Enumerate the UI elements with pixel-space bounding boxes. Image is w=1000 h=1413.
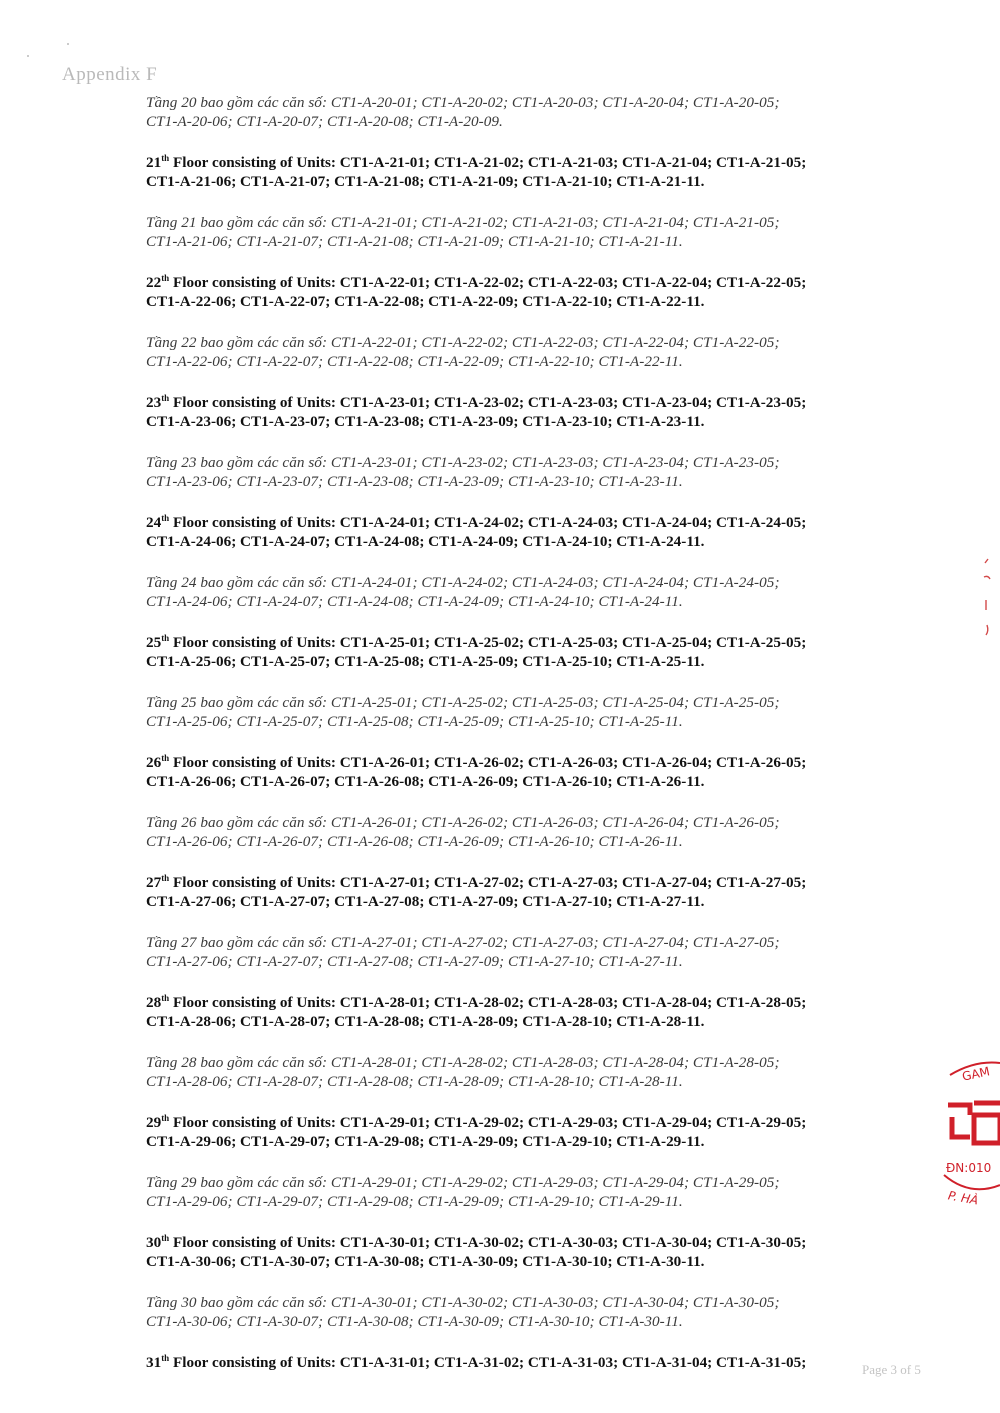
margin-stamp-fragment — [975, 555, 1000, 675]
floor-vn-line1: Tầng 21 bao gồm các căn số: CT1-A-21-01; CT1-A-21-02; CT1-A-21-03; CT1-A-21-04; CT1-A-21-05; — [146, 214, 780, 231]
floor-vn-line2: CT1-A-25-06; CT1-A-25-07; CT1-A-25-08; CT1-A-25-09; CT1-A-25-10; CT1-A-25-11. — [146, 713, 683, 730]
floor-en-line1 — [146, 153, 886, 172]
floor-block-26 — [146, 753, 886, 851]
floor-block-30 — [146, 1233, 886, 1331]
floor-vn-line1: Tầng 23 bao gồm các căn số: CT1-A-23-01; CT1-A-23-02; CT1-A-23-03; CT1-A-23-04; CT1-A-23-05; — [146, 454, 780, 471]
floor-en-line2: CT1-A-29-06; CT1-A-29-07; CT1-A-29-08; CT1-A-29-09; CT1-A-29-10; CT1-A-29-11. — [146, 1133, 705, 1150]
seal-text-top: GAM — [960, 1064, 992, 1084]
floor-number: 29 — [146, 1114, 162, 1131]
floor-vn-line2: CT1-A-29-06; CT1-A-29-07; CT1-A-29-08; CT1-A-29-09; CT1-A-29-10; CT1-A-29-11. — [146, 1193, 683, 1210]
floor-block-31 — [146, 1353, 886, 1372]
floor-number: 31 — [146, 1354, 162, 1371]
floor-ordinal: th — [161, 153, 170, 163]
floor-en-line2: CT1-A-27-06; CT1-A-27-07; CT1-A-27-08; CT1-A-27-09; CT1-A-27-10; CT1-A-27-11. — [146, 893, 705, 910]
floor-vn-line2: CT1-A-26-06; CT1-A-26-07; CT1-A-26-08; CT1-A-26-09; CT1-A-26-10; CT1-A-26-11. — [146, 833, 683, 850]
floor-en-text: Floor consisting of Units: CT1-A-28-01; CT1-A-28-02; CT1-A-28-03; CT1-A-28-04; CT1-A-28-05; — [169, 994, 807, 1011]
floor-en-text: Floor consisting of Units: CT1-A-24-01; CT1-A-24-02; CT1-A-24-03; CT1-A-24-04; CT1-A-24-05; — [169, 514, 807, 531]
floor-vn-line1: Tầng 30 bao gồm các căn số: CT1-A-30-01; CT1-A-30-02; CT1-A-30-03; CT1-A-30-04; CT1-A-30-05; — [146, 1294, 780, 1311]
floor-20-vn-line2: CT1-A-20-06; CT1-A-20-07; CT1-A-20-08; CT1-A-20-09. — [146, 113, 503, 130]
floor-ordinal: th — [161, 513, 170, 523]
floor-en-line2: CT1-A-25-06; CT1-A-25-07; CT1-A-25-08; CT1-A-25-09; CT1-A-25-10; CT1-A-25-11. — [146, 653, 705, 670]
scan-speck — [67, 43, 69, 45]
appendix-header: Appendix F — [62, 64, 158, 85]
floor-en-line1 — [146, 1233, 886, 1252]
page-number: Page 3 of 5 — [862, 1362, 921, 1377]
floor-number: 30 — [146, 1234, 162, 1251]
floor-en-text: Floor consisting of Units: CT1-A-26-01; CT1-A-26-02; CT1-A-26-03; CT1-A-26-04; CT1-A-26-05; — [169, 754, 807, 771]
floor-list — [146, 93, 886, 1372]
floor-en-text: Floor consisting of Units: CT1-A-22-01; CT1-A-22-02; CT1-A-22-03; CT1-A-22-04; CT1-A-22-05; — [169, 274, 807, 291]
floor-en-line2: CT1-A-22-06; CT1-A-22-07; CT1-A-22-08; CT1-A-22-09; CT1-A-22-10; CT1-A-22-11. — [146, 293, 705, 310]
floor-vn-line2: CT1-A-22-06; CT1-A-22-07; CT1-A-22-08; CT1-A-22-09; CT1-A-22-10; CT1-A-22-11. — [146, 353, 683, 370]
floor-ordinal: th — [161, 753, 170, 763]
floor-ordinal: th — [161, 1233, 170, 1243]
floor-ordinal: th — [161, 873, 170, 883]
floor-number: 23 — [146, 394, 162, 411]
floor-vn-line1: Tầng 27 bao gồm các căn số: CT1-A-27-01; CT1-A-27-02; CT1-A-27-03; CT1-A-27-04; CT1-A-27-05; — [146, 934, 780, 951]
floor-number: 28 — [146, 994, 162, 1011]
floor-ordinal: th — [161, 1353, 170, 1363]
floor-20-vn-line1: Tầng 20 bao gồm các căn số: CT1-A-20-01; CT1-A-20-02; CT1-A-20-03; CT1-A-20-04; CT1-A-20-05; — [146, 94, 780, 111]
floor-en-line2: CT1-A-21-06; CT1-A-21-07; CT1-A-21-08; CT1-A-21-09; CT1-A-21-10; CT1-A-21-11. — [146, 173, 705, 190]
floor-number: 26 — [146, 754, 162, 771]
floor-number: 24 — [146, 514, 162, 531]
floor-number: 21 — [146, 154, 162, 171]
floor-ordinal: th — [161, 393, 170, 403]
floor-block-23 — [146, 393, 886, 491]
floor-vn-line2: CT1-A-23-06; CT1-A-23-07; CT1-A-23-08; CT1-A-23-09; CT1-A-23-10; CT1-A-23-11. — [146, 473, 683, 490]
seal-text-bottom: P. HÀ — [947, 1188, 980, 1208]
floor-number: 25 — [146, 634, 162, 651]
floor-en-line1 — [146, 993, 886, 1012]
floor-en-line2: CT1-A-28-06; CT1-A-28-07; CT1-A-28-08; CT1-A-28-09; CT1-A-28-10; CT1-A-28-11. — [146, 1013, 705, 1030]
seal-text-middle: ĐN:010 — [946, 1161, 992, 1175]
floor-en-text: Floor consisting of Units: CT1-A-27-01; CT1-A-27-02; CT1-A-27-03; CT1-A-27-04; CT1-A-27-05; — [169, 874, 807, 891]
company-seal — [930, 1055, 1000, 1208]
floor-vn-line1: Tầng 25 bao gồm các căn số: CT1-A-25-01; CT1-A-25-02; CT1-A-25-03; CT1-A-25-04; CT1-A-25-05; — [146, 694, 780, 711]
floor-en-text: Floor consisting of Units: CT1-A-21-01; CT1-A-21-02; CT1-A-21-03; CT1-A-21-04; CT1-A-21-05; — [169, 154, 807, 171]
floor-ordinal: th — [161, 273, 170, 283]
floor-en-line2: CT1-A-26-06; CT1-A-26-07; CT1-A-26-08; CT1-A-26-09; CT1-A-26-10; CT1-A-26-11. — [146, 773, 705, 790]
floor-en-line2: CT1-A-24-06; CT1-A-24-07; CT1-A-24-08; CT1-A-24-09; CT1-A-24-10; CT1-A-24-11. — [146, 533, 705, 550]
floor-en-line1 — [146, 273, 886, 292]
floor-vn-line2: CT1-A-28-06; CT1-A-28-07; CT1-A-28-08; CT1-A-28-09; CT1-A-28-10; CT1-A-28-11. — [146, 1073, 683, 1090]
floor-vn-line2: CT1-A-27-06; CT1-A-27-07; CT1-A-27-08; CT1-A-27-09; CT1-A-27-10; CT1-A-27-11. — [146, 953, 683, 970]
floor-en-line1 — [146, 1113, 886, 1132]
scan-speck — [27, 55, 29, 57]
floor-en-line1 — [146, 873, 886, 892]
floor-vn-line1: Tầng 29 bao gồm các căn số: CT1-A-29-01; CT1-A-29-02; CT1-A-29-03; CT1-A-29-04; CT1-A-29-05; — [146, 1174, 780, 1191]
floor-number: 27 — [146, 874, 162, 891]
floor-ordinal: th — [161, 993, 170, 1003]
floor-block-25 — [146, 633, 886, 731]
floor-block-28 — [146, 993, 886, 1091]
floor-block-29 — [146, 1113, 886, 1211]
floor-vn-line2: CT1-A-24-06; CT1-A-24-07; CT1-A-24-08; CT1-A-24-09; CT1-A-24-10; CT1-A-24-11. — [146, 593, 683, 610]
floor-en-line2: CT1-A-23-06; CT1-A-23-07; CT1-A-23-08; CT1-A-23-09; CT1-A-23-10; CT1-A-23-11. — [146, 413, 705, 430]
floor-en-line1 — [146, 513, 886, 532]
floor-ordinal: th — [161, 633, 170, 643]
floor-block-21 — [146, 153, 886, 251]
floor-vn-line1: Tầng 26 bao gồm các căn số: CT1-A-26-01; CT1-A-26-02; CT1-A-26-03; CT1-A-26-04; CT1-A-26-05; — [146, 814, 780, 831]
floor-ordinal: th — [161, 1113, 170, 1123]
floor-en-text: Floor consisting of Units: CT1-A-30-01; CT1-A-30-02; CT1-A-30-03; CT1-A-30-04; CT1-A-30-05; — [169, 1234, 807, 1251]
floor-en-line1 — [146, 1353, 886, 1372]
floor-en-text: Floor consisting of Units: CT1-A-31-01; CT1-A-31-02; CT1-A-31-03; CT1-A-31-04; CT1-A-31-05; — [169, 1354, 807, 1371]
floor-vn-line2: CT1-A-30-06; CT1-A-30-07; CT1-A-30-08; CT1-A-30-09; CT1-A-30-10; CT1-A-30-11. — [146, 1313, 683, 1330]
floor-en-line1 — [146, 393, 886, 412]
floor-vn-line1: Tầng 22 bao gồm các căn số: CT1-A-22-01; CT1-A-22-02; CT1-A-22-03; CT1-A-22-04; CT1-A-22-05; — [146, 334, 780, 351]
floor-en-line2: CT1-A-30-06; CT1-A-30-07; CT1-A-30-08; CT1-A-30-09; CT1-A-30-10; CT1-A-30-11. — [146, 1253, 705, 1270]
floor-en-text: Floor consisting of Units: CT1-A-29-01; CT1-A-29-02; CT1-A-29-03; CT1-A-29-04; CT1-A-29-05; — [169, 1114, 807, 1131]
floor-block-22 — [146, 273, 886, 371]
floor-number: 22 — [146, 274, 162, 291]
floor-vn-line1: Tầng 24 bao gồm các căn số: CT1-A-24-01; CT1-A-24-02; CT1-A-24-03; CT1-A-24-04; CT1-A-24-05; — [146, 574, 780, 591]
floor-en-text: Floor consisting of Units: CT1-A-25-01; CT1-A-25-02; CT1-A-25-03; CT1-A-25-04; CT1-A-25-05; — [169, 634, 807, 651]
floor-vn-line2: CT1-A-21-06; CT1-A-21-07; CT1-A-21-08; CT1-A-21-09; CT1-A-21-10; CT1-A-21-11. — [146, 233, 683, 250]
floor-vn-line1: Tầng 28 bao gồm các căn số: CT1-A-28-01; CT1-A-28-02; CT1-A-28-03; CT1-A-28-04; CT1-A-28-05; — [146, 1054, 780, 1071]
floor-block-27 — [146, 873, 886, 971]
floor-en-line1 — [146, 753, 886, 772]
floor-block-24 — [146, 513, 886, 611]
floor-en-text: Floor consisting of Units: CT1-A-23-01; CT1-A-23-02; CT1-A-23-03; CT1-A-23-04; CT1-A-23-05; — [169, 394, 807, 411]
floor-en-line1 — [146, 633, 886, 652]
